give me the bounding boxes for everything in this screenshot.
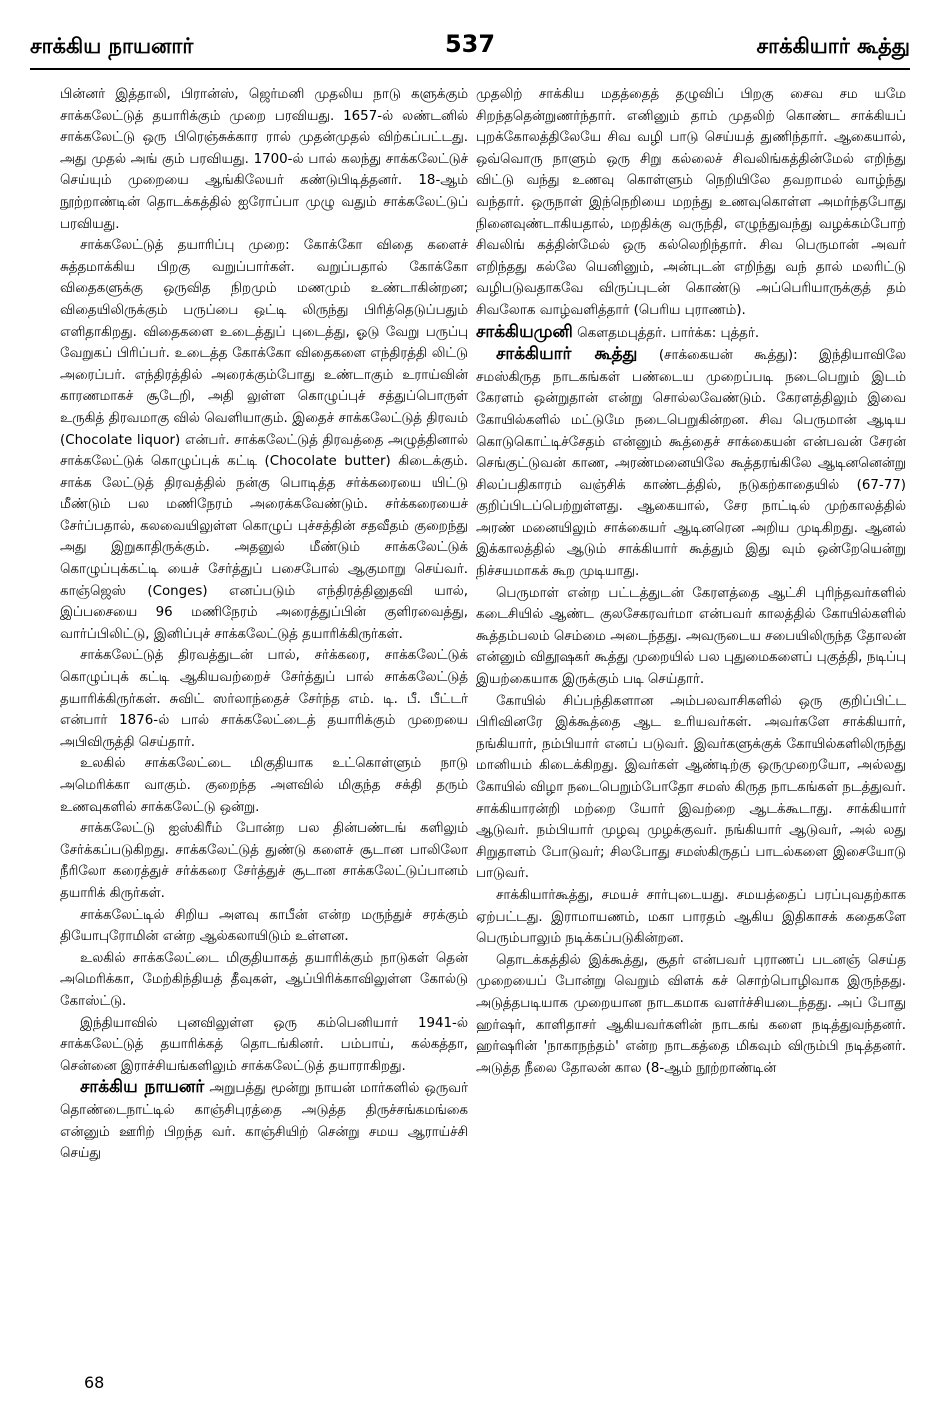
paragraph: சாக்கலேட்டு ஐஸ்கிரீம் போன்ற பல தின்பண்டங் களிலும் சேர்க்கப்படுகிறது. சாக்கலேட்டுத் துண்டு களைச் சூடான பாலிலோ நீரிலோ கரைத்துச் சர்க்கரை சேர்த்துச் சூடான சாக்கலேட்டுப்பானம் தயாரிக் கிருர்கள். (60, 821, 468, 901)
signature-number: 68 (84, 1373, 105, 1392)
entry-text: (சாக்கையன் கூத்து): இந்தியாவிலே சமஸ்கிருத நாடகங்கள் பண்டைய முறைப்படி நடைபெறும் இடம் கேரளம் ஒன்றுதான் என்று சொல்லவேண்டும். கேரளத்திலும் இவை கோயில்களில் மட்டுமே நடைபெறுகின்றன. சிவ பெருமான் ஆடிய கொடுகொட்டிச்சேதம் என்னும் கூத்தைச் சாக்கையன் என்பவன் சேரன் செங்குட்டுவன் காண, அரண்மனையிலே கூத்தரங்கிலே ஆடினனென்று சிலப்பதிகாரம் வஞ்சிக் காண்டத்தில், நடுகற்காதையில் (67-77) குறிப்பிடப்பெற்றுள்ளது. ஆகையால், சேர நாட்டில் முற்காலத்தில் அரண் மனையிலும் சாக்கையர் ஆடினரென அறிய முடிகிறது. ஆனல் இக்காலத்தில் ஆடும் சாக்கியார் கூத்தும் இது வும் ஒன்றேயென்று நிச்சயமாகக் கூற முடியாது. (476, 348, 906, 580)
entry-paragraph (476, 344, 906, 583)
left-column (60, 84, 468, 1384)
entry-paragraph (476, 322, 906, 345)
page-header (30, 28, 910, 70)
entry-headword: சாக்கியமுனி (476, 321, 573, 342)
entry-text: கௌதமபுத்தர். பார்க்க: புத்தர். (577, 325, 760, 341)
entry-paragraph (60, 1077, 468, 1164)
paragraph: இந்தியாவில் புனவிலுள்ள ஒரு கம்பெனியார் 1941-ல் சாக்கலேட்டுத் தயாரிக்கத் தொடங்கினர். பம்பாய், கல்கத்தா, சென்னை இராச்சியங்களிலும் சாக்கலேட்டுத் தயாராகிறது. (60, 1015, 468, 1074)
paragraph: உலகில் சாக்கலேட்டை மிகுதியாக உட்கொள்ளும் நாடு அமெரிக்கா வாகும். குறைந்த அளவில் மிகுந்த சக்தி தரும் உணவுகளில் சாக்கலேட்டு ஒன்று. (60, 756, 468, 815)
paragraph: கோயில் சிப்பந்திகளான அம்பலவாசிகளில் ஒரு குறிப்பிட்ட பிரிவினரே இக்கூத்தை ஆட உரியவர்கள். அவர்களே சாக்கியார், நங்கியார், நம்பியார் எனப் படுவர். இவர்களுக்குக் கோயில்களிலிருந்து மானியம் கிடைக்கிறது. இவர்கள் ஆண்டிற்கு ஒருமுறையோ, அல்லது கோயில் விழா நடைபெறும்போதோ சமஸ் கிருத நாடகங்கள் நடத்துவர். சாக்கியாரன்றி மற்றை யோர் இவற்றை ஆடக்கூடாது. சாக்கியார் ஆடுவர். நம்பியார் முழவு முழக்குவர். நங்கியார் ஆடுவர், அல் லது சிறுதாளம் போடுவர்; சிலபோது சமஸ்கிருதப் பாடல்களை இசையோடு பாடுவர். (476, 693, 906, 882)
running-head-right: சாக்கியார் கூத்து (756, 34, 910, 58)
entry-text: அறுபத்து மூன்று நாயன் மார்களில் ஒருவர் தொண்டைநாட்டில் காஞ்சிபுரத்தை அடுத்த திருச்சங்கமங்கை என்னும் ஊரிற் பிறந்த வர். காஞ்சியிற் சென்று சமய ஆராய்ச்சி செய்து (60, 1081, 468, 1162)
right-column (476, 84, 906, 1384)
paragraph: சாக்கலேட்டில் சிறிய அளவு காபீன் என்ற மருந்துச் சரக்கும் தியோபுரோமின் என்ற ஆல்கலாயிடும் உள்ளன. (60, 907, 468, 945)
paragraph: முதலிற் சாக்கிய மதத்தைத் தழுவிப் பிறகு சைவ சம யமே சிறந்ததென்றுணர்ந்தார். எனினும் தாம் முதலிற் கொண்ட சாக்கியப் புறக்கோலத்திலேயே சிவ வழி பாடு செய்யத் துணிந்தார். ஆகையால், ஒவ்வொரு நாளும் ஒரு சிறு கல்லைச் சிவலிங்கத்தின்மேல் எறிந்து விட்டு வந்து உணவு கொள்ளும் நெறியிலே தவறாமல் வாழ்ந்து வந்தார். ஒருநாள் இந்நெறியை மறந்து உணவுகொள்ள அமர்ந்தபோது நினைவுண்டாகியதால், மறதிக்கு வருந்தி, எழுந்துவந்து வழக்கம்போற் சிவலிங் கத்தின்மேல் ஒரு கல்லெறிந்தார். சிவ பெருமான் அவர் எறிந்தது கல்லே யெனினும், அன்புடன் எறிந்து வந் தால் மலரிட்டு வழிபடுவதாகவே விருப்புடன் கொண்டு அப்பெரியாருக்குத் தம் சிவலோக வாழ்வளித்தார் (பெரிய புராணம்). (476, 87, 906, 318)
paragraph: சாக்கியார்கூத்து, சமயச் சார்புடையது. சமயத்தைப் பரப்புவதற்காக ஏற்பட்டது. இராமாயணம், மகா பாரதம் ஆகிய இதிகாசக் கதைகளே பெரும்பாலும் நடிக்கப்படுகின்றன. (476, 887, 906, 947)
paragraph: உலகில் சாக்கலேட்டை மிகுதியாகத் தயாரிக்கும் நாடுகள் தென் அமெரிக்கா, மேற்கிந்தியத் தீவுகள், ஆப்பிரிக்காவிலுள்ள கோல்டு கோஸ்ட்டு. (60, 950, 468, 1009)
paragraph: தொடக்கத்தில் இக்கூத்து, சூதர் என்பவர் புராணப் படனஞ் செய்த முறையைப் போன்று வெறும் விளக் கச் சொற்பொழிவாக இருந்தது. அடுத்தபடியாக முறையான நாடகமாக வளர்ச்சியடைந்தது. அப் போது ஹர்ஷர், காளிதாசர் ஆகியவர்களின் நாடகங் களை நடித்துவந்தனர். ஹர்ஷரின் 'நாகாநந்தம்' என்ற நாடகத்தை மிகவும் விரும்பி நடித்தனர். அடுத்த நீலை தோலன் கால (8-ஆம் நூற்றாண்டின் (476, 952, 906, 1076)
entry-headword: சாக்கியார் கூத்து (496, 344, 638, 365)
page-number: 537 (444, 30, 496, 58)
paragraph: பெருமாள் என்ற பட்டத்துடன் கேரளத்தை ஆட்சி புரிந்தவர்களில் கடைசியில் ஆண்ட குலசேகரவர்மா என்பவர் காலத்தில் கோயில்களில் கூத்தம்பலம் செம்மை அடைந்தது. அவருடைய சபையிலிருந்த தோலன் என்னும் விதூஷகர் கூத்து முறையில் பல புதுமைகளைப் புகுத்தி, நடிப்பு இயற்கையாக இருக்கும் படி செய்தார். (476, 585, 906, 688)
paragraph: சாக்கலேட்டுத் திரவத்துடன் பால், சர்க்கரை, சாக்கலேட்டுக் கொழுப்புக் கட்டி ஆகியவற்றைச் சேர்த்துப் பால் சாக்கலேட்டுத் தயாரிக்கிருர்கள். சுவிட் ஸர்லாந்தைச் சேர்ந்த எம். டி. பீ. பீட்டர் என்பார் 1876-ல் பால் சாக்கலேட்டைத் தயாரிக்கும் முறையை அபிவிருத்தி செய்தார். (60, 648, 468, 750)
paragraph: பின்னர் இத்தாலி, பிரான்ஸ், ஜெர்மனி முதலிய நாடு களுக்கும் சாக்கலேட்டுத் தயாரிக்கும் முறை பரவியது. 1657-ல் லண்டனில் சாக்கலேட்டு ஒரு பிரெஞ்சுக்கார ரால் முதன்முதல் விற்கப்பட்டது. அது முதல் அங் கும் பரவியது. 1700-ல் பால் கலந்து சாக்கலேட்டுச் செய்யும் முறையை ஆங்கிலேயர் கண்டுபிடித்தனர். 18-ஆம் நூற்றாண்டின் தொடக்கத்தில் ஐரோப்பா முழு வதும் சாக்கலேட்டுப் பரவியது. (60, 87, 468, 232)
running-head-left: சாக்கிய நாயனார் (30, 34, 194, 58)
paragraph: சாக்கலேட்டுத் தயாரிப்பு முறை: கோக்கோ விதை களைச் சுத்தமாக்கிய பிறகு வறுப்பார்கள். வறுப்பதால் கோக்கோ விதைகளுக்கு ஒருவித நிறமும் மணமும் உண்டாகின்றன; விதையிலிருக்கும் பருப்பை ஒட்டி லிருந்து பிரித்தெடுப்பதும் எளிதாகிறது. விதைகளை உடைத்துப் புடைத்து, ஓடு வேறு பருப்பு வேறுகப் பிரிப்பர். உடைத்த கோக்கோ விதைகளை எந்திரத்தி லிட்டு அரைப்பர். எந்திரத்தில் அரைக்கும்போது உண்டாகும் உராய்வின் காரணமாகச் சூடேறி, அதி லுள்ள கொழுப்புச் சத்துப்பொருள் உருகித் திரவமாகு வில் வெளியாகும். இதைச் சாக்கலேட்டுத் திரவம் (Chocolate liquor) என்பர். சாக்கலேட்டுத் திரவத்தை அழுத்தினால் சாக்கலேட்டுக் கொழுப்புக் கட்டி (Chocolate butter) கிடைக்கும். சாக்க லேட்டுத் திரவத்தில் நன்கு பொடித்த சர்க்கரையை யிட்டு மீண்டும் பல மணிநேரம் அரைக்கவேண்டும். சர்க்கரையைச் சேர்ப்பதால், கலவையிலுள்ள கொழுப் புச்சத்தின் சதவீதம் குறைந்து அது இறுகாதிருக்கும். அதனுல் மீண்டும் சாக்கலேட்டுக் கொழுப்புக்கட்டி யைச் சேர்த்துப் பசைபோல் ஆகுமாறு செய்வர். காஞ்ஜெஸ் (Conges) எனப்படும் எந்திரத்தினுதவி யால், இப்பசையை 96 மணிநேரம் அரைத்துப்பின் குளிரவைத்து, வார்ப்பிலிட்டு, இனிப்புச் சாக்கலேட்டுத் தயாரிக்கிருர்கள். (60, 238, 468, 642)
entry-headword: சாக்கிய நாயனர் (80, 1077, 205, 1098)
